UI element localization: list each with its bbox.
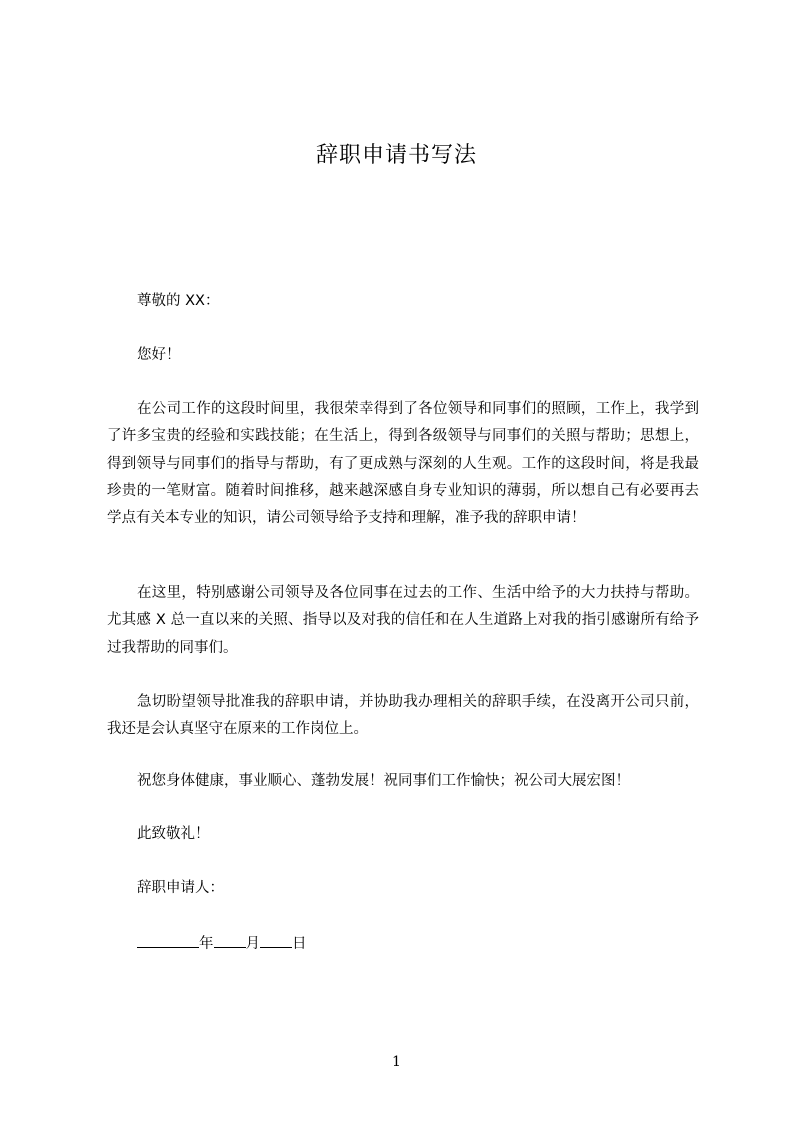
day-blank bbox=[260, 932, 292, 948]
page-number: 1 bbox=[392, 1054, 401, 1070]
year-label: 年 bbox=[199, 936, 214, 952]
body-paragraph-1: 在公司工作的这段时间里，我很荣幸得到了各位领导和同事们的照顾，工作上，我学到了许多宝贵的经验和实践技能；在生活上，得到各级领导与同事们的关照与帮助；思想上，得到领导与同事们的指导与帮助，有了更成熟与深刻的人生观。工作的这段时间，将是我最珍贵的一笔财富。随着时间推移，越来越深感自身专业知识的薄弱，所以想自己有必要再去学点有关本专业的知识，请公司领导给予支持和理解，准予我的辞职申请！ bbox=[107, 401, 699, 527]
wishes-line: 祝您身体健康，事业顺心、蓬勃发展！祝同事们工作愉快；祝公司大展宏图！ bbox=[137, 773, 630, 789]
month-label: 月 bbox=[245, 936, 260, 952]
closing-line: 此致敬礼！ bbox=[137, 826, 210, 842]
signature-label: 辞职申请人： bbox=[137, 880, 224, 896]
greeting: 您好！ bbox=[137, 347, 181, 363]
day-label: 日 bbox=[292, 936, 307, 952]
date-line bbox=[137, 932, 307, 954]
month-blank bbox=[214, 932, 246, 948]
body-paragraph-3: 急切盼望领导批准我的辞职申请，并协助我办理相关的辞职手续，在没离开公司只前，我还是会认真坚守在原来的工作岗位上。 bbox=[107, 694, 699, 738]
document-title: 辞职申请书写法 bbox=[315, 143, 477, 168]
body-paragraph-2: 在这里，特别感谢公司领导及各位同事在过去的工作、生活中给予的大力扶持与帮助。尤其感 X 总一直以来的关照、指导以及对我的信任和在人生道路上对我的指引感谢所有给予过我帮助的同事们。 bbox=[107, 585, 699, 656]
salutation: 尊敬的 XX： bbox=[137, 293, 220, 309]
year-blank bbox=[137, 932, 199, 948]
